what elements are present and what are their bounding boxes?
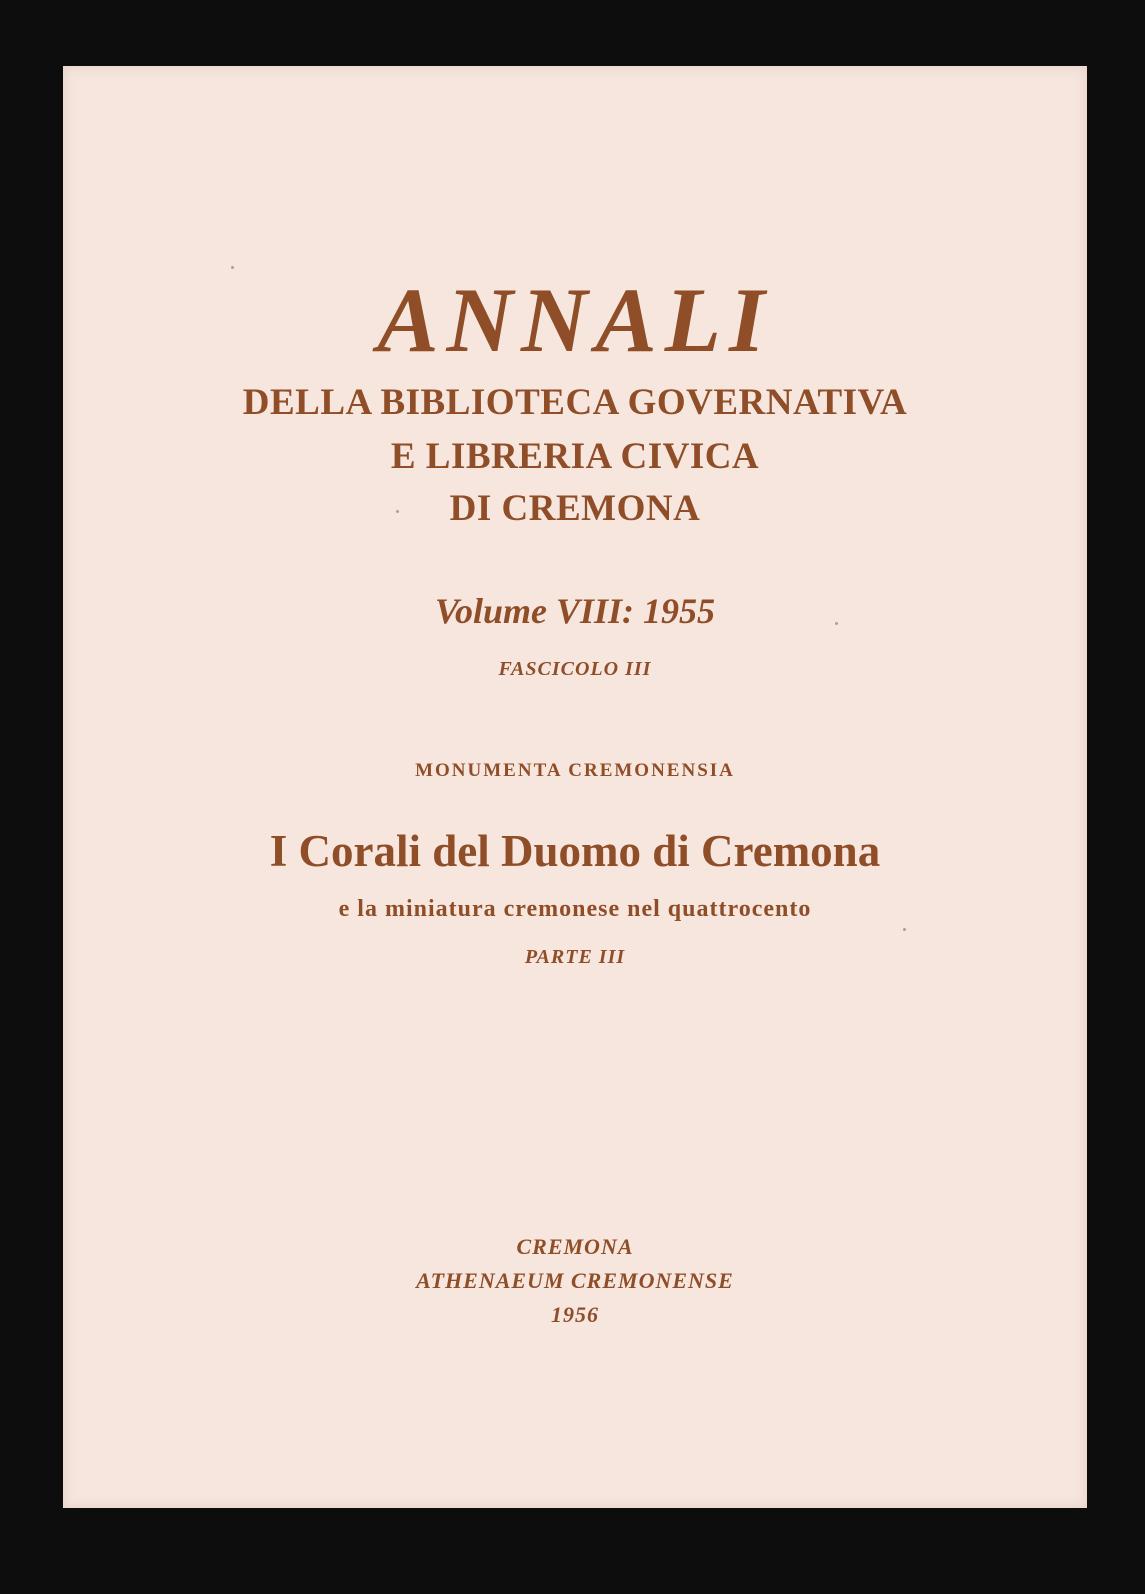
paper-speck: [231, 266, 234, 269]
book-cover: [63, 66, 1087, 1508]
volume-label: Volume VIII: 1955: [434, 591, 716, 631]
institution-line-2: E LIBRERIA CIVICA: [390, 436, 760, 477]
paper-speck: [835, 622, 838, 625]
series-title: MONUMENTA CREMONENSIA: [415, 760, 735, 781]
institution-line-1: DELLA BIBLIOTECA GOVERNATIVA: [242, 382, 908, 423]
institution-line-3: DI CREMONA: [449, 488, 701, 529]
paper-speck: [396, 510, 399, 513]
publication-year: 1956: [551, 1302, 599, 1327]
publisher-city: CREMONA: [516, 1234, 634, 1259]
paper-speck: [903, 928, 906, 931]
fascicolo-label: FASCICOLO III: [498, 658, 652, 680]
work-title: I Corali del Duomo di Cremona: [269, 826, 881, 876]
parte-label: PARTE III: [524, 946, 626, 968]
cover-title: ANNALI: [377, 269, 773, 371]
work-subtitle: e la miniatura cremonese nel quattrocento: [338, 896, 812, 922]
publisher-name: ATHENAEUM CREMONENSE: [416, 1268, 734, 1293]
